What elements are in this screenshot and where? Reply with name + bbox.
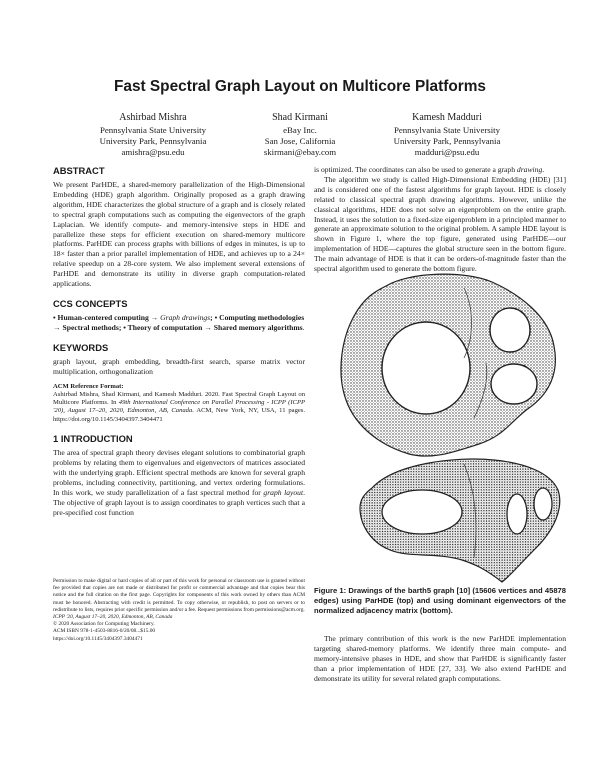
permission-isbn: ACM ISBN 978-1-4503-8816-0/20/08...$15.00 xyxy=(53,628,156,635)
author-affiliation: eBay Inc. xyxy=(283,124,317,135)
keywords-text: graph layout, graph embedding, breadth-first search, sparse matrix vector multiplication, orthogonalization xyxy=(53,356,305,376)
text-italic: drawing xyxy=(516,165,543,174)
reference-text xyxy=(53,391,305,424)
keywords-heading: KEYWORDS xyxy=(53,341,109,353)
permission-conference: ICPP '20, August 17–20, 2020, Edmonton, AB, Canada xyxy=(53,614,173,621)
author-affiliation: Pennsylvania State University xyxy=(393,124,501,135)
author-name: Ashirbad Mishra xyxy=(119,112,187,123)
ccs-heading: CCS CONCEPTS xyxy=(53,297,128,309)
ccs-item: • Human-centered computing xyxy=(53,312,149,322)
ccs-subitem: Shared memory algorithms xyxy=(213,322,303,332)
permission-copyright: © 2020 Association for Computing Machinery. xyxy=(53,621,155,628)
intro-heading: 1 INTRODUCTION xyxy=(53,433,133,445)
bottom-graph-hole xyxy=(534,488,552,520)
contribution-text: The primary contribution of this work is the new ParHDE implementation targeting shared-memory platforms. We identify three main compute- and memory-intensive phases in HDE, and show that ParHDE is significantly faster than a prior implementation of HDE [27, 33]. We also extend ParHDE and demonstrate its utility for several related graph computations. xyxy=(314,634,566,683)
intro-text xyxy=(53,448,305,517)
ccs-end: . xyxy=(302,322,305,332)
author-block-3 xyxy=(352,112,542,159)
author-email: skirmani@ebay.com xyxy=(263,147,337,158)
arrow: → xyxy=(53,322,63,332)
right-paragraph-2: The algorithm we study is called High-Dimensional Embedding (HDE) [31] and is considered one of the fastest algorithms for graph layout. HDE is closely related to classical spectral graph drawing algorithms. However, unlike the classical algorithms, HDE does not solve an eigenproblem on the entire graph. Instead, it uses the solution to a fixed-size eigenproblem in a principled manner to generate an approximate solution to the original problem. A sample HDE layout is shown in Figure 1, where the top figure, generated using ParHDE—our implementation of HDE—captures the global structure seen in the bottom figure. The main advantage of HDE is that it can be orders-of-magnitude faster than the spectral algorithm used to generate the bottom figure. xyxy=(314,174,566,274)
permission-text: Permission to make digital or hard copies of all or part of this work for personal or classroom use is granted without fee provided that copies are not made or distributed for profit or commercial advantage and that copies bear this notice and the full citation on the first page. Copyrights for components of this work owned by others than ACM must be honored. Abstracting with credit is permitted. To copy otherwise, or republish, to post on servers or to redistribute to lists, requires prior specific permission and/or a fee. Request permissions from permissions@acm.org. xyxy=(53,578,305,613)
top-graph-drawing xyxy=(341,274,555,456)
ccs-item: ; • Computing methodologies xyxy=(210,312,305,322)
reference-part: Ashirbad Mishra, Shad Kirmani, and Kamesh Madduri. 2020. Fast Spectral Graph Layout on Multicore Platforms. In xyxy=(53,390,305,407)
top-graph-hole xyxy=(491,364,537,404)
paper-title: Fast Spectral Graph Layout on Multicore Platforms xyxy=(113,78,486,95)
reference-venue: 49th International Conference on Parallel Processing - ICPP (ICPP '20), August 17–20, 2020, Edmonton, AB, Canada. xyxy=(53,399,305,415)
ccs-concepts xyxy=(53,313,305,333)
bottom-graph-hole xyxy=(382,490,462,534)
right-paragraph-1 xyxy=(314,165,566,175)
right-column xyxy=(314,165,566,274)
ccs-subitem: Spectral methods xyxy=(62,322,119,332)
abstract-text: We present ParHDE, a shared-memory parallelization of the High-Dimensional Embedding (HDE) graph algorithm. Originally proposed as a graph drawing algorithm, HDE characterizes the global structure of a graph and is closely related to spectral graph computations such as computing the eigenvectors of the graph Laplacian. We identify compute- and memory-intensive steps in HDE and parallelize these steps for efficient execution on shared-memory multicore platforms. ParHDE can process graphs with billions of edges in minutes, is up to 18× faster than a prior parallel implementation of HDE, and achieves up to a 24× relative speedup on a 28-core system. We also implement several extensions of ParHDE and demonstrate its utility in diverse graph computation-related applications. xyxy=(53,180,305,289)
bottom-graph-hole xyxy=(507,494,527,534)
ccs-subitem: Graph drawings xyxy=(160,312,211,322)
reference-part: ACM, New York, NY, USA, 11 pages. https://doi.org/10.1145/3404397.3404471 xyxy=(53,407,306,423)
intro-italic: graph layout xyxy=(263,487,304,497)
arrow: → xyxy=(148,312,161,322)
permission-doi: https://doi.org/10.1145/3404397.3404471 xyxy=(53,635,143,642)
contribution-paragraph xyxy=(314,634,566,684)
abstract-heading: ABSTRACT xyxy=(53,165,105,176)
author-name: Shad Kirmani xyxy=(272,112,328,123)
intro-part: The area of spectral graph theory devises elegant solutions to combinatorial graph problems by relating them to eigenvalues and eigenvectors of matrices associated with the underlying graph. Efficient spectral methods are known for several graph problems, including connectivity, partitioning, and vertex ordering formulations. In this work, we study parallelization of a fast spectral method for xyxy=(53,448,305,497)
top-graph-hole xyxy=(490,308,530,352)
reference-heading: ACM Reference Format: xyxy=(53,382,124,390)
author-name: Kamesh Madduri xyxy=(412,112,482,123)
permission-footnote xyxy=(53,578,305,643)
text-part: is optimized. The coordinates can also be used to generate a graph xyxy=(314,165,517,174)
author-location: University Park, Pennsylvania xyxy=(99,135,207,146)
left-column xyxy=(53,165,305,517)
bottom-graph-drawing xyxy=(360,459,560,582)
text-part: . xyxy=(542,165,545,174)
top-graph-hole xyxy=(382,322,470,414)
author-affiliation: Pennsylvania State University xyxy=(99,124,207,135)
graph-drawing-svg xyxy=(314,268,566,584)
author-location: San Jose, California xyxy=(264,135,336,146)
intro-part: . The objective of graph layout is to assign coordinates to graph vertices such that a pre-specified cost function xyxy=(53,487,305,517)
author-location: University Park, Pennsylvania xyxy=(393,135,501,146)
figure-caption: Figure 1: Drawings of the barth5 graph [10] (15606 vertices and 45878 edges) using ParHDE (top) and using dominant eigenvectors of the normalized adjacency matrix (bottom). xyxy=(314,586,566,615)
arrow: → xyxy=(202,322,214,332)
figure-graph-drawings xyxy=(314,268,566,584)
author-email: madduri@psu.edu xyxy=(414,147,480,158)
ccs-item: ; • Theory of computation xyxy=(118,322,203,332)
author-email: amishra@psu.edu xyxy=(121,147,185,158)
